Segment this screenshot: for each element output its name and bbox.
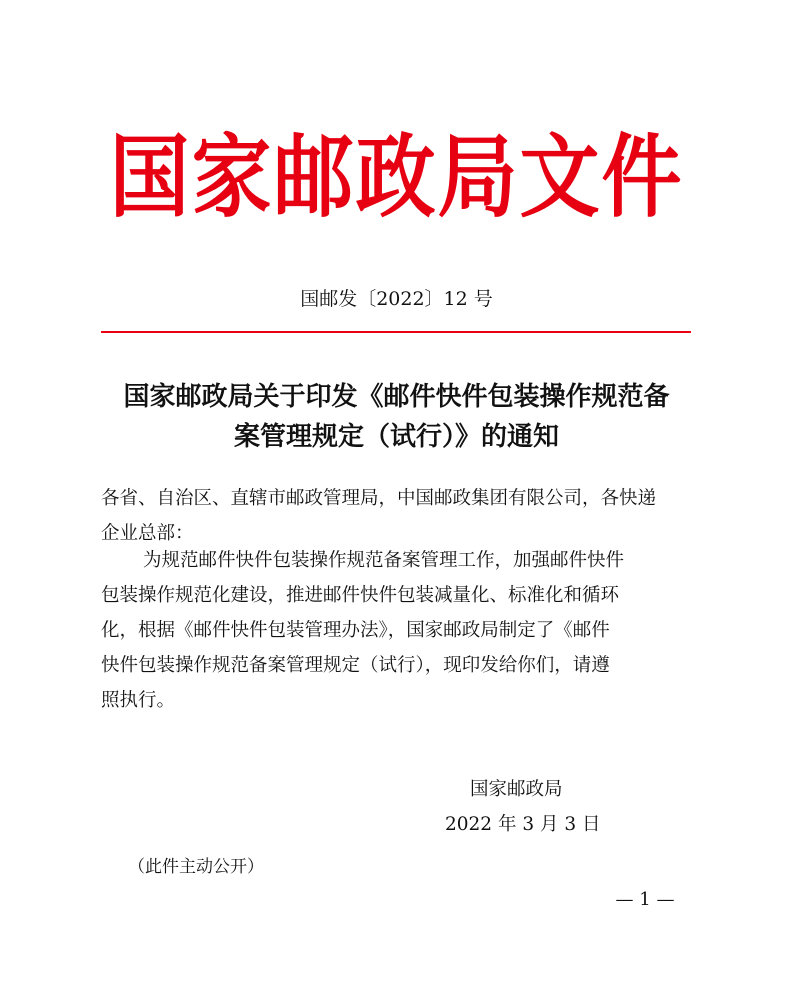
document-number: 国邮发〔2022〕12 号 <box>300 288 493 310</box>
notice-title-line-1: 国家邮政局关于印发《邮件快件包装操作规范备 <box>123 382 670 412</box>
body-paragraph <box>101 543 693 718</box>
body-line-4: 快件包装操作规范备案管理规定（试行），现印发给你们，请遵 <box>101 655 610 676</box>
issuing-authority: 国家邮政局 <box>470 779 563 800</box>
notice-title-line-2: 案管理规定（试行）》的通知 <box>233 422 559 452</box>
body-line-1: 为规范邮件快件包装操作规范备案管理工作，加强邮件快件 <box>143 550 625 571</box>
addressee-line-2: 企业总部： <box>101 523 194 544</box>
body-line-5: 照执行。 <box>101 690 176 711</box>
addressee <box>101 481 691 551</box>
disclosure-note: （此件主动公开） <box>128 857 264 877</box>
body-line-2: 包装操作规范化建设，推进邮件快件包装减量化、标准化和循环 <box>101 585 620 606</box>
page-number: — 1 — <box>615 889 675 910</box>
addressee-line-1: 各省、自治区、直辖市邮政管理局，中国邮政集团有限公司，各快递 <box>101 488 657 509</box>
red-divider-line <box>101 331 691 333</box>
masthead-title: 国家邮政局文件 <box>109 125 684 230</box>
body-line-3: 化，根据《邮件快件包装管理办法》，国家邮政局制定了《邮件 <box>101 620 610 641</box>
notice-title <box>98 377 695 457</box>
issue-date: 2022 年 3 月 3 日 <box>445 814 601 835</box>
